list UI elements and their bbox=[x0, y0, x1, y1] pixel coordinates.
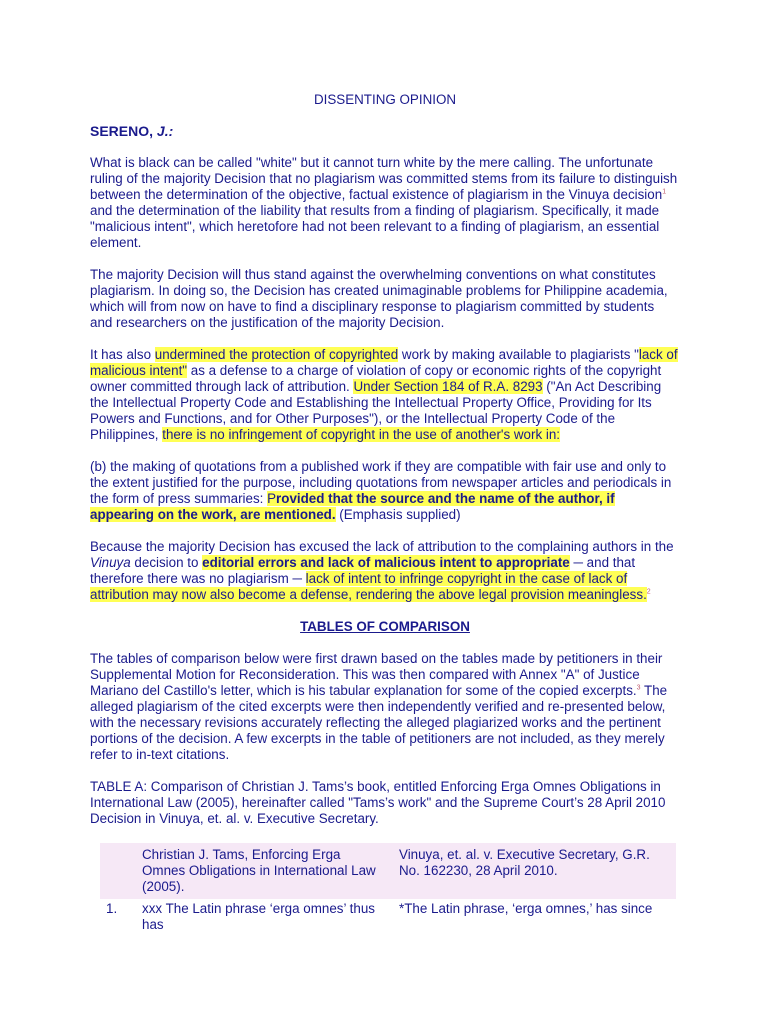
author-name: SERENO, bbox=[90, 123, 157, 139]
p5-highlight-bold: editorial errors and lack of malicious intent to appropriate bbox=[202, 555, 570, 570]
table-header-num bbox=[100, 843, 136, 899]
paragraph-3 bbox=[90, 347, 680, 443]
table-row bbox=[100, 899, 676, 937]
table-cell-num: 1. bbox=[106, 901, 118, 916]
paragraph-1-text-a: What is black can be called "white" but it cannot turn white by the mere calling. The unfortunate ruling of the majority Decision that no plagiarism was committed stems from its failure to distinguish between the determination of the objective, factual existence of plagiarism in the Vinuya decision bbox=[90, 155, 678, 202]
table-header-col2: Vinuya, et. al. v. Executive Secretary, G.R. No. 162230, 28 April 2010. bbox=[393, 843, 676, 899]
paragraph-6 bbox=[90, 651, 680, 763]
p4-highlight-bold: rovided that the source and the name of the author, if appearing on the work, are mentioned. bbox=[90, 491, 615, 522]
p3-highlight-1: undermined the protection of copyrighted bbox=[154, 347, 399, 362]
p3-highlight-4: there is no infringement of copyright in the use of another's work in: bbox=[162, 427, 561, 442]
p5-text-3: ─ and that therefore there was no plagiarism ─ bbox=[90, 555, 636, 586]
paragraph-7-table-caption: TABLE A: Comparison of Christian J. Tams’s book, entitled Enforcing Erga Omnes Obligations in International Law (2005), hereinafter called "Tams’s work" and the Supreme Court’s 28 April 2010 Decision in Vinuya, et. al. v. Executive Secretary. bbox=[90, 779, 666, 826]
p3-text-1: It has also bbox=[90, 347, 155, 362]
footnote-ref-2[interactable]: 2 bbox=[646, 588, 651, 596]
comparison-table bbox=[100, 843, 676, 937]
p6-text-a: The tables of comparison below were first drawn based on the tables made by petitioners in their Supplemental Motion for Reconsideration. This was then compared with Annex "A" of Justice Mariano del Castillo's letter, which is his tabular explanation for some of the copied excerpts. bbox=[90, 651, 663, 698]
p4-text-2: (Emphasis supplied) bbox=[335, 507, 461, 522]
p3-text-4: ("An Act Describing the Intellectual Property Code and Establishing the Intellectual Property Office, Providing for Its Powers and Functions, and for Other Purposes"), or the Intellectual Property Code of the Philippines, bbox=[90, 379, 662, 442]
p3-text-3: as a defense to a charge of violation of copy or economic rights of the copyright owner committed through lack of attribution. bbox=[90, 363, 662, 394]
table-cell-col2: *The Latin phrase, ‘erga omnes,’ has since bbox=[399, 901, 653, 916]
p3-text-2: work by making available to plagiarists " bbox=[398, 347, 639, 362]
paragraph-1-text-b: and the determination of the liability that results from a finding of plagiarism. Specifically, it made "malicious intent", which heretofore had not been relevant to a finding of plagiarism, an essential element. bbox=[90, 203, 660, 250]
p3-highlight-3: Under Section 184 of R.A. 8293 bbox=[353, 379, 543, 394]
author-line bbox=[90, 123, 680, 139]
p4-highlight-1: P bbox=[267, 491, 277, 506]
footnote-ref-3[interactable]: 3 bbox=[636, 684, 641, 692]
section-heading-tables: TABLES OF COMPARISON bbox=[300, 619, 470, 634]
p5-highlight-1: lack of intent to infringe copyright in the case of lack of attribution may now also become a defense, rendering the above legal provision meaningless. bbox=[90, 571, 647, 602]
document-title: DISSENTING OPINION bbox=[313, 92, 457, 107]
paragraph-4-quotation bbox=[90, 459, 680, 523]
footnote-ref-1[interactable]: 1 bbox=[662, 188, 667, 196]
p6-text-b: The alleged plagiarism of the cited excerpts were then independently verified and re-presented below, with the necessary revisions accurately reflecting the alleged plagiarized works and the pertinent portions of the decision. A few excerpts in the table of petitioners are not included, as they merely refer to in-text citations. bbox=[90, 683, 668, 762]
paragraph-5 bbox=[90, 539, 680, 603]
paragraph-2: The majority Decision will thus stand against the overwhelming conventions on what constitutes plagiarism. In doing so, the Decision has created unimaginable problems for Philippine academia, which will from now on have to find a disciplinary response to plagiarism committed by students and researchers on the justification of the majority Decision. bbox=[90, 267, 668, 330]
paragraph-1 bbox=[90, 155, 680, 251]
document-body bbox=[90, 92, 680, 937]
table-header-row bbox=[100, 843, 676, 899]
table-cell-col1: xxx The Latin phrase ‘erga omnes’ thus has bbox=[142, 901, 375, 932]
p3-highlight-2: lack of malicious intent" bbox=[90, 347, 678, 378]
table-header-col1: Christian J. Tams, Enforcing Erga Omnes Obligations in International Law (2005). bbox=[136, 843, 393, 899]
author-title: J.: bbox=[156, 123, 174, 139]
p5-text-1: Because the majority Decision has excused the lack of attribution to the complaining authors in the bbox=[90, 539, 674, 554]
p5-italic: Vinuya bbox=[90, 555, 131, 570]
p4-text-1: (b) the making of quotations from a published work if they are compatible with fair use and only to the extent justified for the purpose, including quotations from newspaper articles and periodicals in the form of press summaries: bbox=[90, 459, 672, 506]
p5-text-2: decision to bbox=[130, 555, 203, 570]
